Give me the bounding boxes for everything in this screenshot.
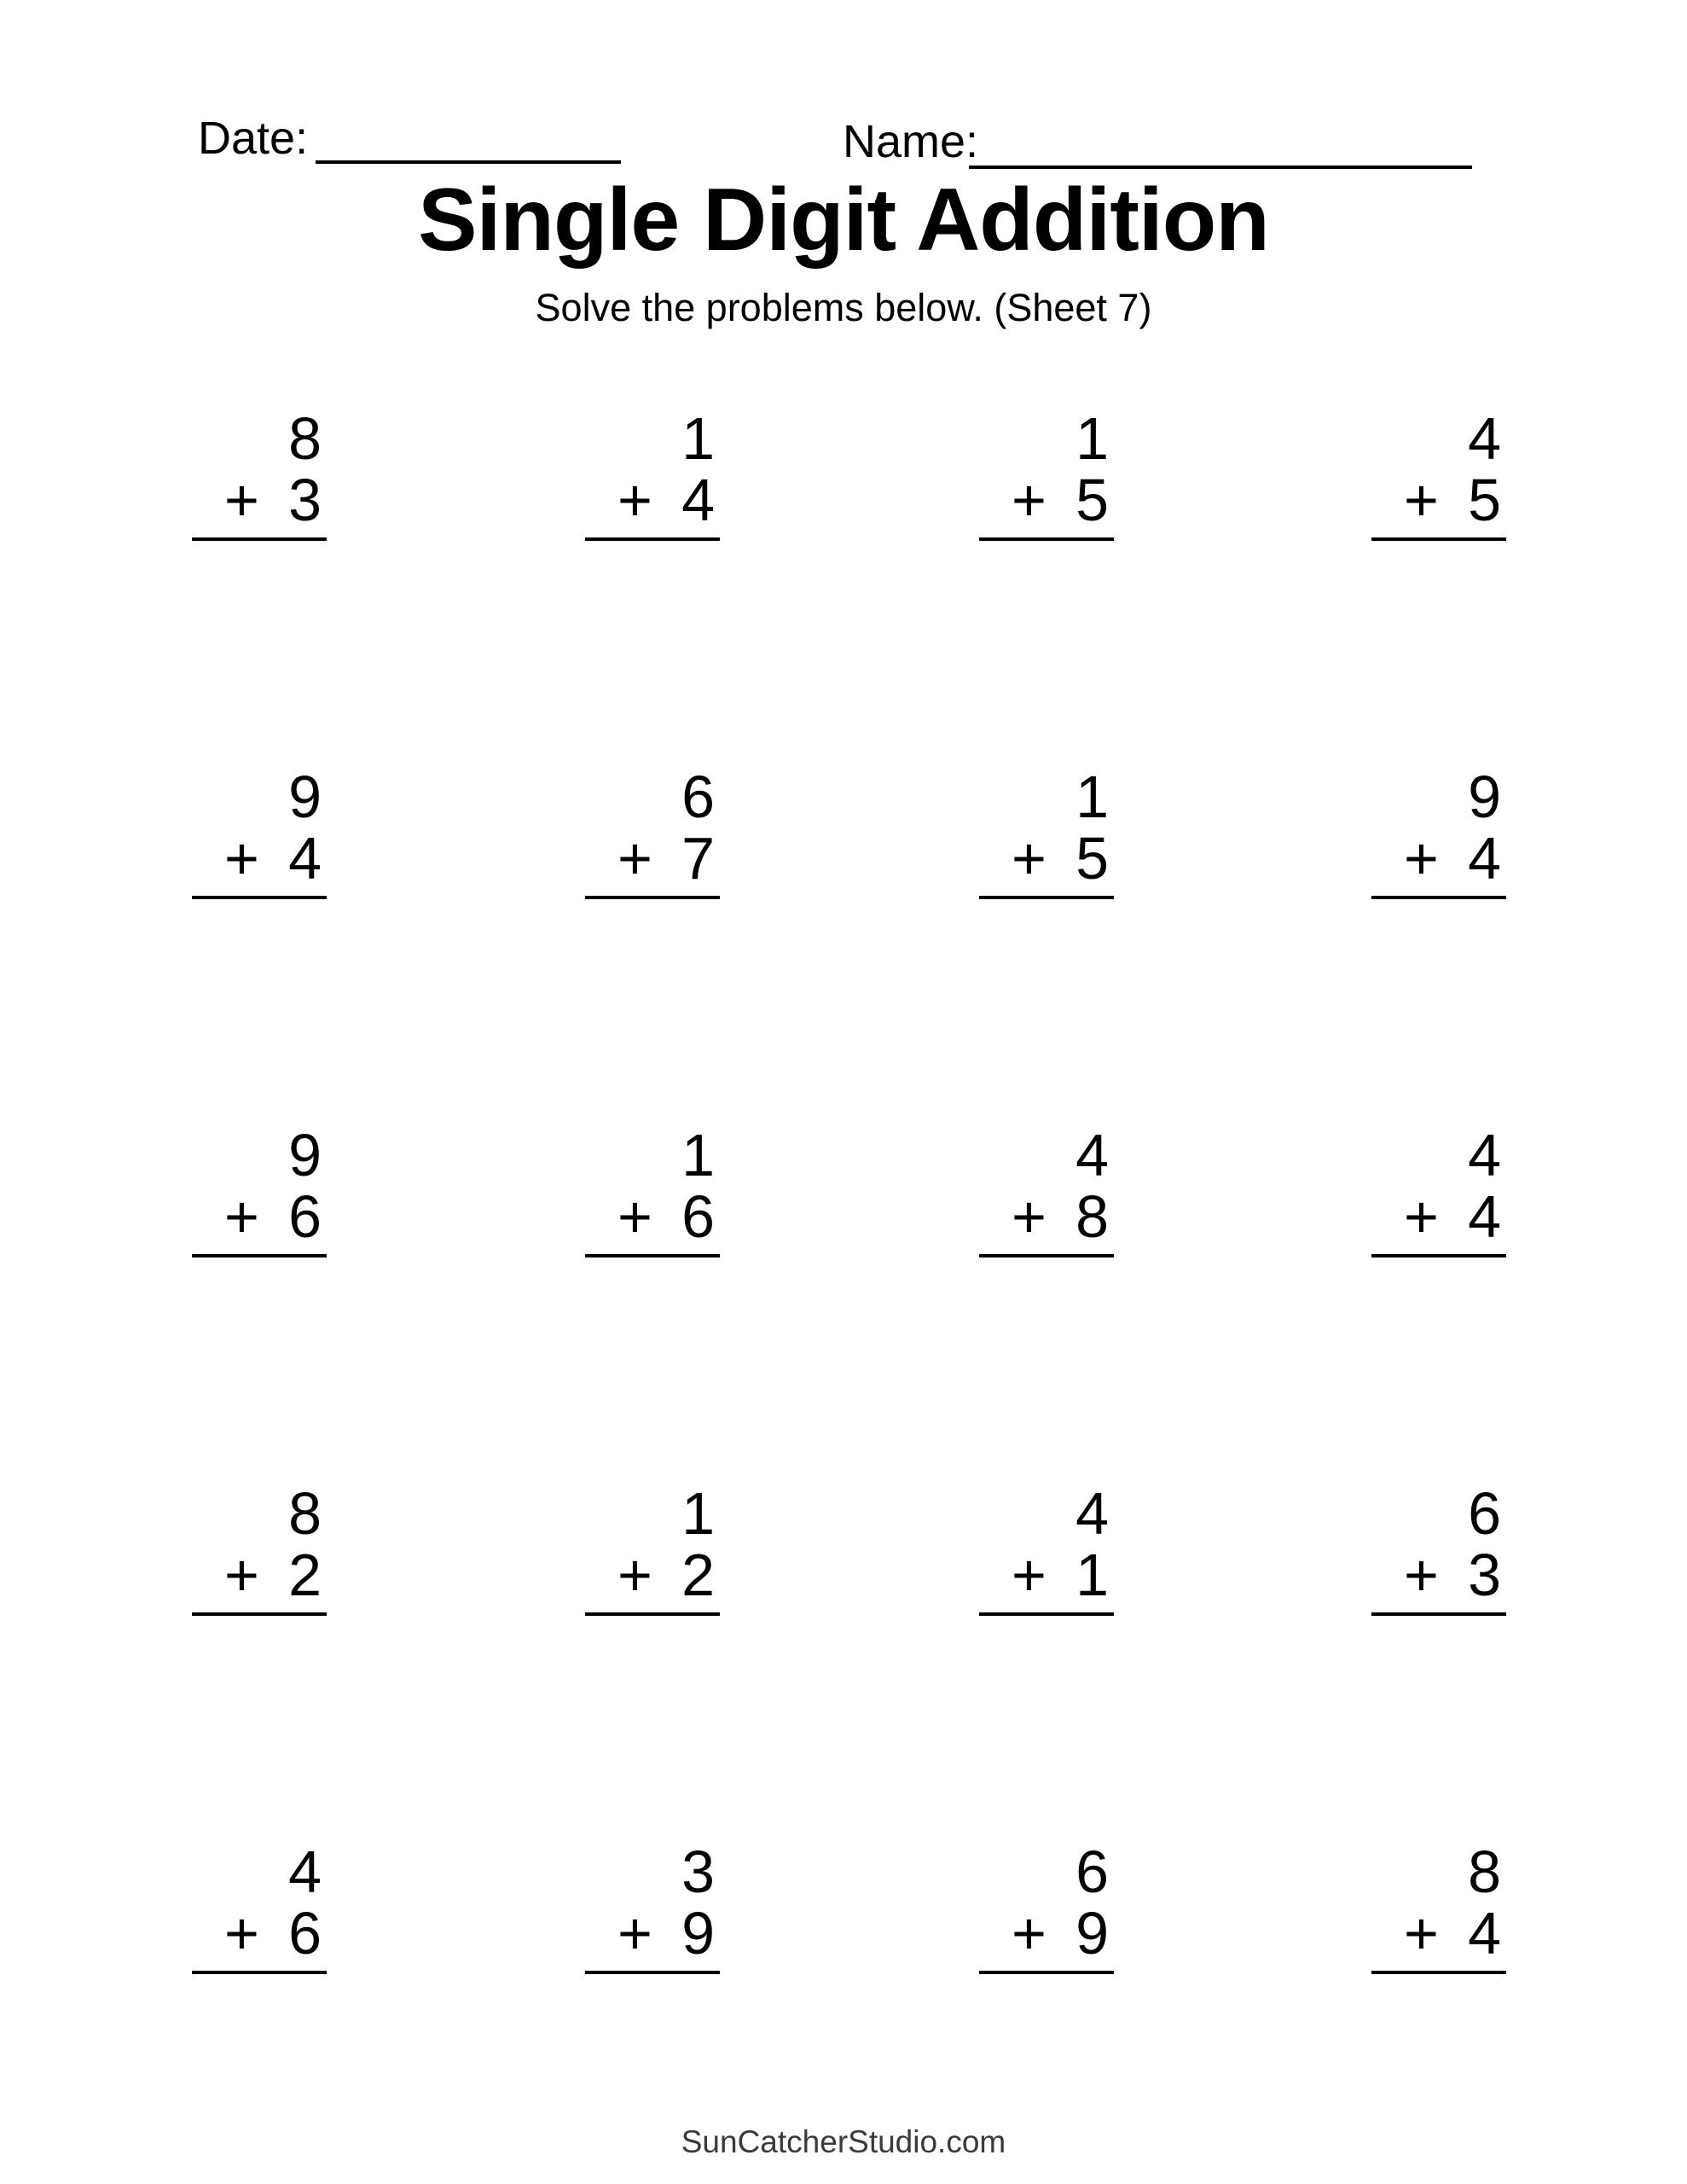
addition-problem (192, 766, 327, 899)
bottom-addend: 5 (1075, 825, 1109, 892)
top-addend: 4 (288, 1838, 322, 1905)
bottom-row (979, 1183, 1114, 1250)
plus-operator: + (617, 825, 652, 892)
top-addend: 9 (288, 764, 322, 830)
bottom-addend: 2 (681, 1542, 715, 1608)
plus-operator: + (617, 1183, 652, 1250)
answer-line (192, 1971, 327, 1974)
date-label: Date: (198, 113, 309, 164)
addition-problem (192, 1838, 327, 1974)
answer-line (979, 1254, 1114, 1258)
bottom-row (585, 1544, 720, 1606)
bottom-row (1371, 469, 1506, 531)
plus-operator: + (1404, 1183, 1439, 1250)
bottom-addend: 8 (1075, 1183, 1109, 1250)
bottom-row (1371, 1544, 1506, 1606)
top-addend: 9 (1468, 764, 1501, 830)
addition-problem (979, 1480, 1114, 1616)
answer-line (1371, 1612, 1506, 1616)
answer-line (979, 896, 1114, 899)
top-addend: 6 (1075, 1838, 1109, 1905)
top-addend: 4 (1468, 1122, 1501, 1188)
bottom-row (979, 825, 1114, 892)
answer-line (585, 1612, 720, 1616)
bottom-addend: 4 (681, 467, 715, 533)
answer-line (585, 896, 720, 899)
plus-operator: + (1404, 1542, 1439, 1608)
bottom-row (192, 1544, 327, 1606)
plus-operator: + (617, 1900, 652, 1966)
top-addend: 9 (288, 1122, 322, 1188)
bottom-row (585, 825, 720, 892)
answer-line (1371, 1254, 1506, 1258)
bottom-addend: 4 (1468, 1183, 1501, 1250)
addition-problem (585, 1124, 720, 1258)
answer-line (585, 537, 720, 541)
bottom-addend: 3 (1468, 1542, 1501, 1608)
answer-line (979, 1612, 1114, 1616)
bottom-addend: 6 (681, 1183, 715, 1250)
top-addend: 8 (1468, 1838, 1501, 1905)
bottom-addend: 5 (1075, 467, 1109, 533)
plus-operator: + (224, 1900, 259, 1966)
plus-operator: + (1012, 1183, 1046, 1250)
bottom-row (585, 1902, 720, 1964)
top-addend: 8 (288, 405, 322, 472)
top-addend: 8 (288, 1480, 322, 1547)
addition-problem (979, 1838, 1114, 1974)
addition-problem (192, 1480, 327, 1616)
plus-operator: + (224, 1542, 259, 1608)
name-label: Name: (843, 116, 979, 167)
addition-problem (585, 1838, 720, 1974)
answer-line (1371, 1971, 1506, 1974)
answer-line (192, 1612, 327, 1616)
top-addend: 1 (1075, 405, 1109, 472)
bottom-addend: 5 (1468, 467, 1501, 533)
plus-operator: + (1012, 1542, 1046, 1608)
page-subtitle: Solve the problems below. (Sheet 7) (535, 286, 1152, 329)
bottom-addend: 6 (288, 1900, 322, 1966)
footer-site-text: SunCatcherStudio.com (681, 2124, 1006, 2159)
answer-line (1371, 896, 1506, 899)
plus-operator: + (1404, 467, 1439, 533)
top-addend: 4 (1075, 1480, 1109, 1547)
top-addend: 1 (681, 1480, 715, 1547)
addition-problem (979, 766, 1114, 899)
bottom-row (979, 1902, 1114, 1964)
addition-problem (585, 405, 720, 541)
addition-problem (192, 1124, 327, 1258)
answer-line (192, 896, 327, 899)
bottom-addend: 9 (1075, 1900, 1109, 1966)
top-addend: 1 (1075, 764, 1109, 830)
bottom-row (1371, 1183, 1506, 1250)
plus-operator: + (224, 1183, 259, 1250)
top-addend: 4 (1075, 1122, 1109, 1188)
bottom-addend: 4 (288, 825, 322, 892)
addition-problem (1371, 1480, 1506, 1616)
bottom-row (1371, 1902, 1506, 1964)
addition-problem (585, 1480, 720, 1616)
plus-operator: + (1012, 825, 1046, 892)
plus-operator: + (1404, 1900, 1439, 1966)
addition-problem (1371, 1838, 1506, 1974)
page-title: Single Digit Addition (418, 171, 1269, 270)
bottom-row (192, 469, 327, 531)
plus-operator: + (1012, 1900, 1046, 1966)
plus-operator: + (224, 825, 259, 892)
plus-operator: + (617, 467, 652, 533)
plus-operator: + (617, 1542, 652, 1608)
top-addend: 3 (681, 1838, 715, 1905)
answer-line (585, 1254, 720, 1258)
top-addend: 1 (681, 1122, 715, 1188)
addition-problem (979, 1124, 1114, 1258)
bottom-row (1371, 825, 1506, 892)
top-addend: 1 (681, 405, 715, 472)
bottom-addend: 3 (288, 467, 322, 533)
bottom-addend: 1 (1075, 1542, 1109, 1608)
answer-line (979, 1971, 1114, 1974)
bottom-row (192, 1183, 327, 1250)
bottom-row (979, 1544, 1114, 1606)
addition-problem (979, 405, 1114, 541)
answer-line (192, 537, 327, 541)
top-addend: 6 (681, 764, 715, 830)
plus-operator: + (224, 467, 259, 533)
addition-problem (585, 766, 720, 899)
bottom-row (192, 825, 327, 892)
bottom-row (585, 1183, 720, 1250)
bottom-addend: 2 (288, 1542, 322, 1608)
addition-problem (1371, 766, 1506, 899)
top-addend: 6 (1468, 1480, 1501, 1547)
answer-line (1371, 537, 1506, 541)
plus-operator: + (1404, 825, 1439, 892)
answer-line (585, 1971, 720, 1974)
bottom-addend: 9 (681, 1900, 715, 1966)
answer-line (192, 1254, 327, 1258)
bottom-row (979, 469, 1114, 531)
addition-problem (192, 405, 327, 541)
top-addend: 4 (1468, 405, 1501, 472)
bottom-row (585, 469, 720, 531)
bottom-row (192, 1902, 327, 1964)
bottom-addend: 7 (681, 825, 715, 892)
bottom-addend: 6 (288, 1183, 322, 1250)
addition-problem (1371, 1124, 1506, 1258)
plus-operator: + (1012, 467, 1046, 533)
answer-line (979, 537, 1114, 541)
bottom-addend: 4 (1468, 1900, 1501, 1966)
addition-problem (1371, 405, 1506, 541)
bottom-addend: 4 (1468, 825, 1501, 892)
